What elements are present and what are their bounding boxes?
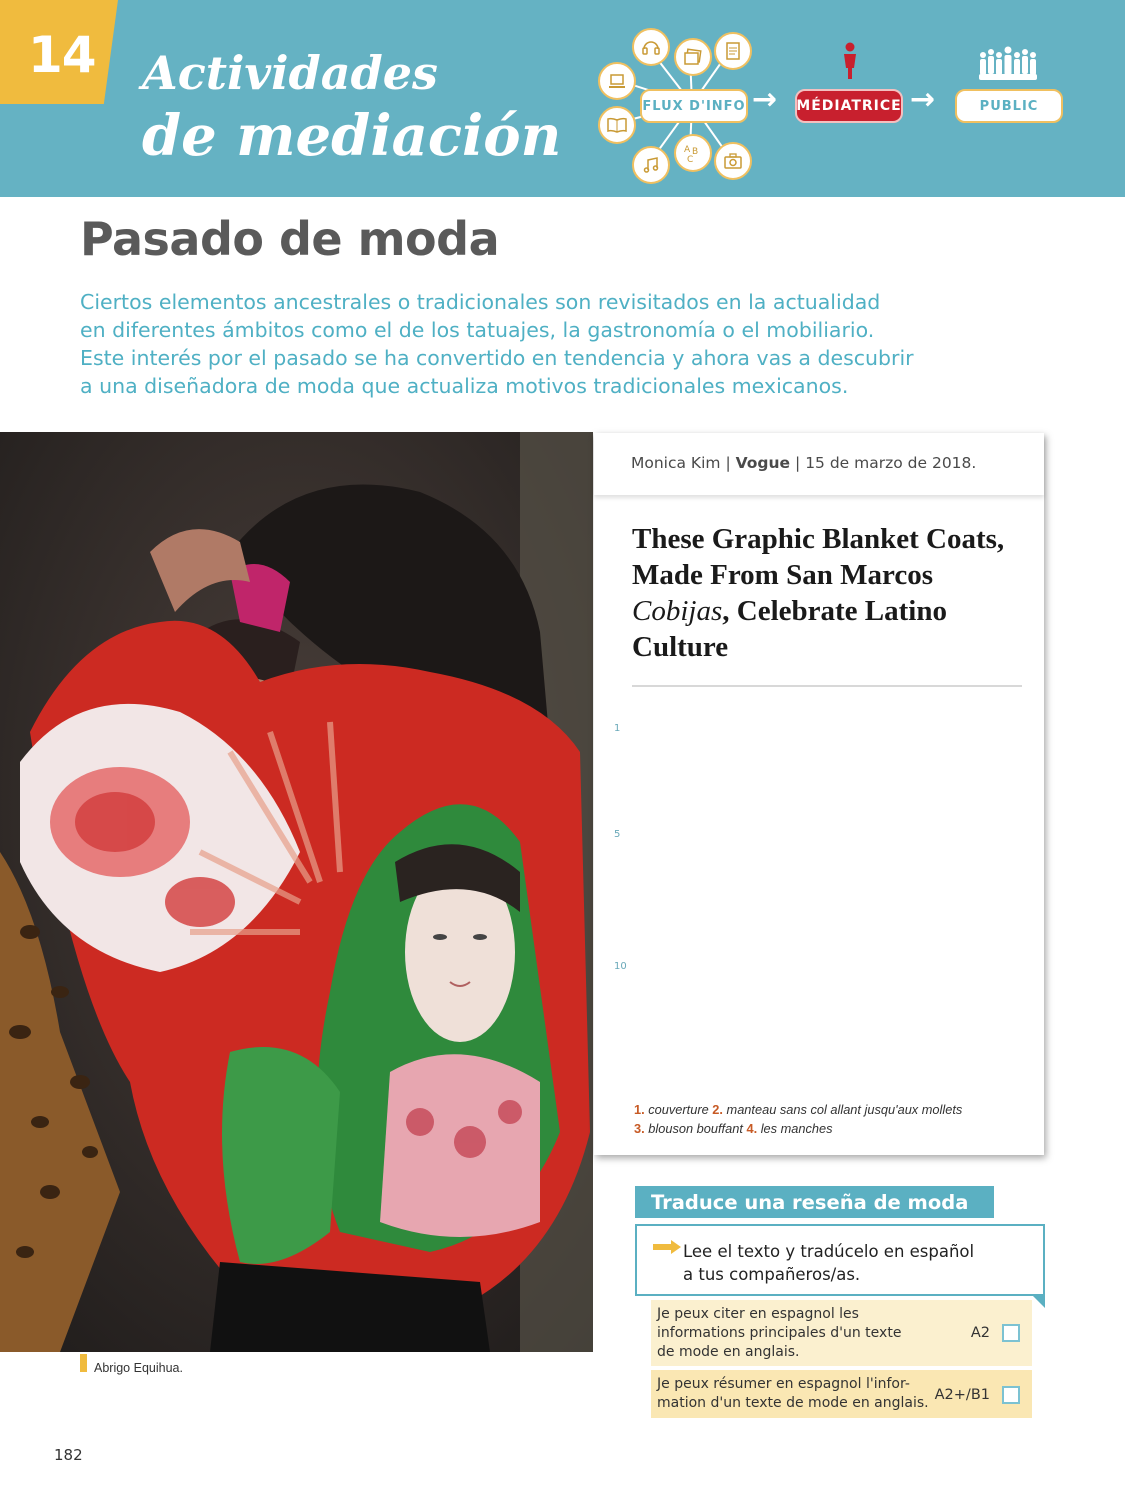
mediator-label: MÉDIATRICE [795, 89, 903, 123]
headphones-icon [632, 28, 670, 66]
banner-title-line1: Actividades [142, 46, 438, 100]
arrow-right-icon: → [752, 82, 778, 117]
page-number: 182 [54, 1446, 83, 1464]
unit-banner [0, 0, 1125, 197]
line-number: 10 [614, 961, 627, 972]
intro-line: Este interés por el pasado se ha convertido en tendencia y ahora vas a descubrir [80, 346, 914, 370]
article-card [594, 433, 1044, 1155]
arrow-right-icon [653, 1240, 681, 1254]
article-date: 15 de marzo de 2018. [805, 454, 977, 472]
public-label: PUBLIC [955, 89, 1063, 123]
blanket-coat-photo [0, 432, 593, 1352]
intro-line: Ciertos elementos ancestrales o tradicionales son revisitados en la actualidad [80, 290, 881, 314]
camera-icon [714, 142, 752, 180]
svg-text:A: A [684, 145, 691, 155]
document-icon [714, 32, 752, 70]
level-label: A2 [970, 1325, 990, 1341]
svg-text:B: B [692, 147, 699, 157]
author: Monica Kim [631, 454, 721, 472]
can-do-item [651, 1370, 1032, 1418]
unit-number: 14 [28, 26, 96, 84]
page-title: Pasado de moda [80, 212, 500, 266]
intro-line: a una diseñadora de moda que actualiza motivos tradicionales mexicanos. [80, 374, 849, 398]
activity-title: Traduce una reseña de moda [635, 1186, 994, 1218]
photos-icon [674, 38, 712, 76]
photo-caption: Abrigo Equihua. [94, 1361, 183, 1375]
info-flow-label: FLUX D'INFO [640, 89, 748, 123]
public-crowd-icon [977, 46, 1039, 86]
can-do-text: Je peux citer en espagnol les informations principales d'un texte de mode en anglais. [657, 1306, 902, 1360]
mediation-diagram [590, 20, 1080, 190]
publication: Vogue [735, 454, 791, 472]
intro-line: en diferentes ámbitos como el de los tatuajes, la gastronomía o el mobiliario. [80, 318, 875, 342]
banner-title-line2: de mediación [142, 103, 562, 169]
line-number: 5 [614, 829, 621, 840]
self-assessment-checkbox[interactable] [1002, 1324, 1020, 1342]
separator: | [795, 454, 801, 472]
arrow-right-icon: → [910, 82, 936, 117]
article-title: These Graphic Blanket Coats, Made From San Marcos Cobijas, Celebrate Latino Culture [632, 523, 1005, 663]
article-byline [631, 454, 976, 472]
separator: | [725, 454, 731, 472]
alphabet-icon [674, 134, 712, 172]
can-do-item [651, 1300, 1032, 1366]
can-do-text: Je peux résumer en espagnol l'infor- mation d'un texte de mode en anglais. [657, 1376, 929, 1411]
line-number: 1 [614, 723, 621, 734]
self-assessment-checkbox[interactable] [1002, 1386, 1020, 1404]
book-icon [598, 106, 636, 144]
article-byline-bar [594, 433, 1044, 495]
laptop-icon [598, 62, 636, 100]
music-icon [632, 146, 670, 184]
mediator-person-icon [840, 42, 860, 84]
box-corner [1033, 1296, 1045, 1308]
caption-marker [80, 1354, 87, 1372]
footnotes: 1. couverture 2. manteau sans col allant jusqu'aux mollets 3. blouson bouffant 4. les manches [634, 1102, 963, 1136]
intro-paragraph [80, 288, 940, 400]
title-divider [632, 685, 1022, 687]
photo-illustration [0, 432, 593, 1352]
activity-instruction-box [635, 1224, 1045, 1296]
level-label: A2+/B1 [934, 1387, 990, 1403]
activity-instruction: Lee el texto y tradúcelo en español a tus compañeros/as. [683, 1242, 975, 1284]
svg-text:C: C [687, 155, 694, 164]
